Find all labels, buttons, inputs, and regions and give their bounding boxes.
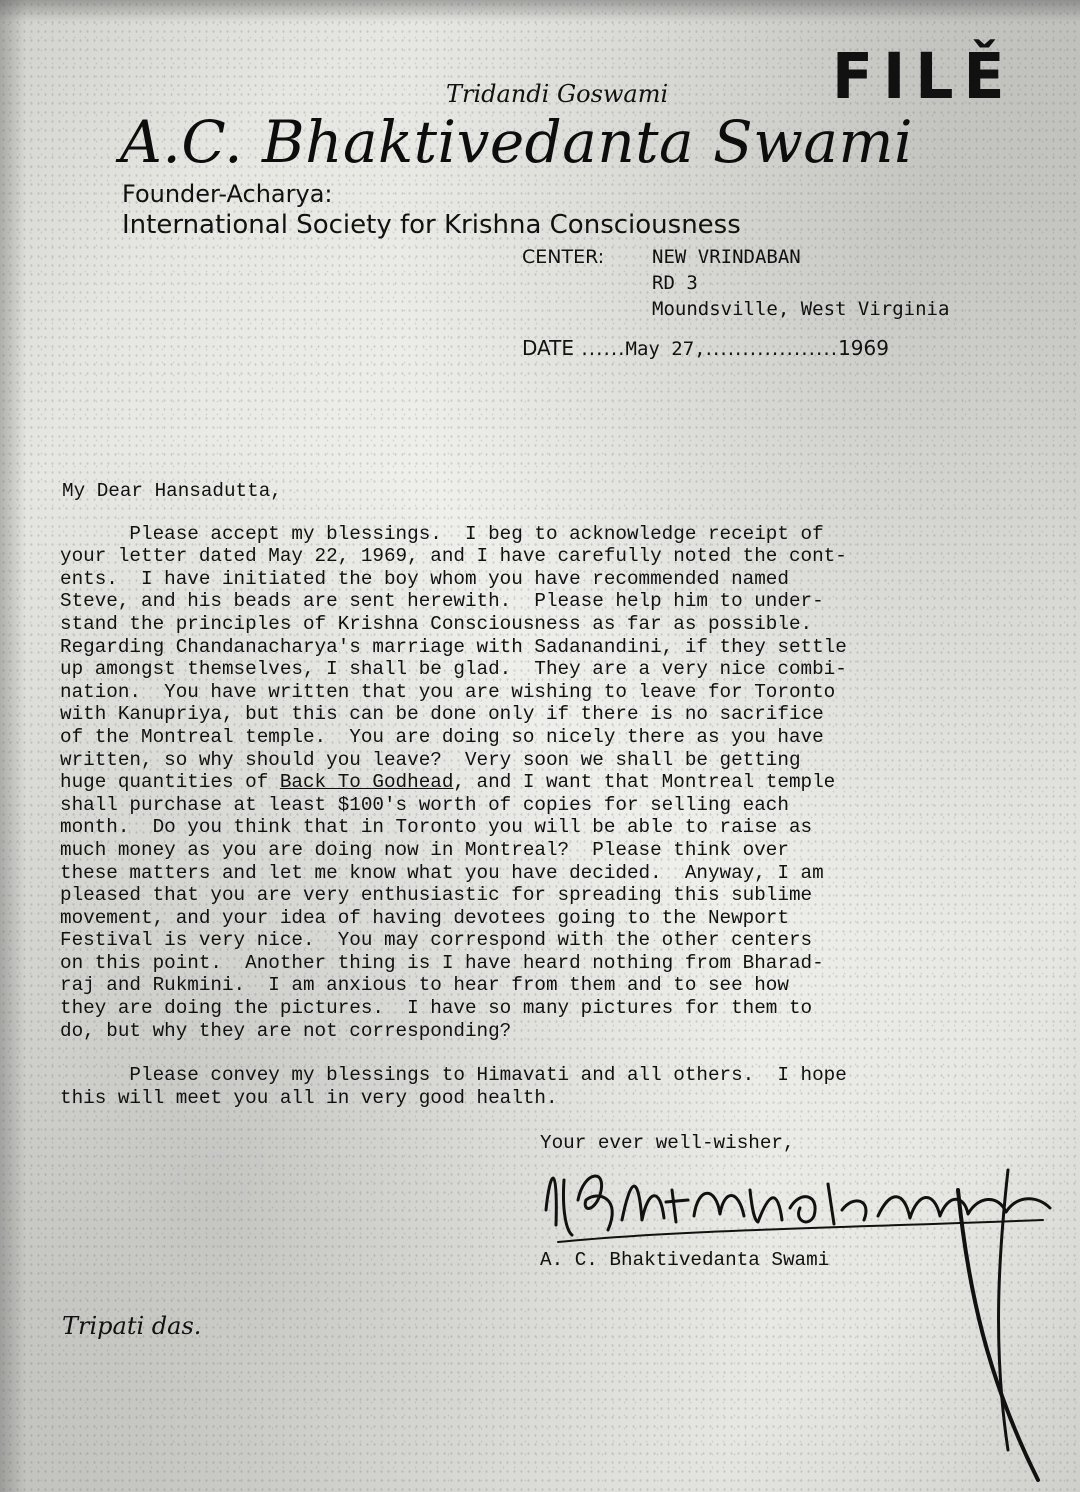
body-line: stand the principles of Krishna Consciousness as far as possible. bbox=[60, 612, 813, 635]
body-line: with Kanupriya, but this can be done only if there is no sacrifice bbox=[60, 703, 824, 726]
body-line: nation. You have written that you are wishing to leave for Toronto bbox=[60, 680, 836, 703]
body-line: written, so why should you leave? Very soon we shall be getting bbox=[60, 748, 801, 771]
letterhead-name: A.C. Bhaktivedanta Swami bbox=[120, 108, 914, 176]
closing-line: Your ever well-wisher, bbox=[540, 1132, 795, 1154]
body-line: up amongst themselves, I shall be glad. They are a very nice combi- bbox=[60, 658, 847, 681]
body-line: these matters and let me know what you have decided. Anyway, I am bbox=[60, 861, 824, 884]
typed-signature-name: A. C. Bhaktivedanta Swami bbox=[540, 1249, 830, 1271]
body-line: Regarding Chandanacharya's marriage with Sadanandini, if they settle bbox=[60, 635, 847, 658]
letterhead-society: International Society for Krishna Consciousness bbox=[122, 210, 741, 240]
body-line: they are doing the pictures. I have so many pictures for them to bbox=[60, 997, 813, 1020]
body-line: shall purchase at least $100's worth of copies for selling each bbox=[60, 793, 789, 816]
date-leader-dots-2: .................. bbox=[705, 336, 839, 360]
line-segment: huge quantities of bbox=[60, 771, 280, 794]
body-line: do, but why they are not corresponding? bbox=[60, 1019, 512, 1042]
date-leader-dots: ...... bbox=[574, 336, 626, 360]
body-line: this will meet you all in very good health. bbox=[60, 1086, 558, 1109]
address-line-1: NEW VRINDABAN bbox=[652, 246, 801, 268]
body-line: your letter dated May 22, 1969, and I have carefully noted the cont- bbox=[60, 545, 847, 568]
body-line: Steve, and his beads are sent herewith. Please help him to under- bbox=[60, 590, 824, 613]
body-line: of the Montreal temple. You are doing so nicely there as you have bbox=[60, 725, 824, 748]
body-line: movement, and your idea of having devotees going to the Newport bbox=[60, 906, 789, 929]
line-segment: , and I want that Montreal temple bbox=[453, 771, 836, 794]
secretary-handwriting: Tripati das. bbox=[62, 1312, 202, 1340]
body-line: much money as you are doing now in Montreal? Please think over bbox=[60, 838, 789, 861]
letterhead-founder: Founder-Acharya: bbox=[122, 180, 333, 208]
address-line-2: RD 3 bbox=[652, 272, 698, 294]
main-paragraph bbox=[60, 523, 990, 1043]
date-label: DATE bbox=[522, 336, 575, 360]
body-line: Please convey my blessings to Himavati and all others. I hope bbox=[60, 1064, 847, 1087]
body-line bbox=[60, 771, 990, 794]
body-line: ents. I have initiated the boy whom you have recommended named bbox=[60, 567, 789, 590]
date-row bbox=[522, 336, 889, 360]
body-line: raj and Rukmini. I am anxious to hear from them and to see how bbox=[60, 974, 789, 997]
date-year: 1969 bbox=[838, 336, 889, 360]
magazine-title: Back To Godhead bbox=[279, 771, 454, 794]
body-line: month. Do you think that in Toronto you will be able to raise as bbox=[60, 816, 813, 839]
body-line: Festival is very nice. You may correspond with the other centers bbox=[60, 929, 813, 952]
center-label: CENTER: bbox=[522, 246, 605, 268]
letter-body bbox=[60, 480, 990, 1109]
letterhead-title-line: Tridandi Goswami bbox=[446, 80, 669, 108]
scan-edge-left bbox=[0, 0, 26, 1492]
salutation: My Dear Hansadutta, bbox=[62, 480, 282, 502]
date-value: May 27, bbox=[625, 338, 706, 360]
body-line: pleased that you are very enthusiastic for spreading this sublime bbox=[60, 884, 813, 907]
scan-edge-top bbox=[0, 0, 1080, 22]
handwritten-signature bbox=[538, 1150, 1058, 1490]
closing-paragraph bbox=[60, 1064, 990, 1109]
address-line-3: Moundsville, West Virginia bbox=[652, 298, 950, 320]
file-stamp: FILĚ bbox=[832, 40, 1015, 114]
paragraph-gap bbox=[60, 1042, 990, 1064]
body-line: Please accept my blessings. I beg to acknowledge receipt of bbox=[60, 522, 824, 545]
body-line: on this point. Another thing is I have heard nothing from Bharad- bbox=[60, 951, 824, 974]
